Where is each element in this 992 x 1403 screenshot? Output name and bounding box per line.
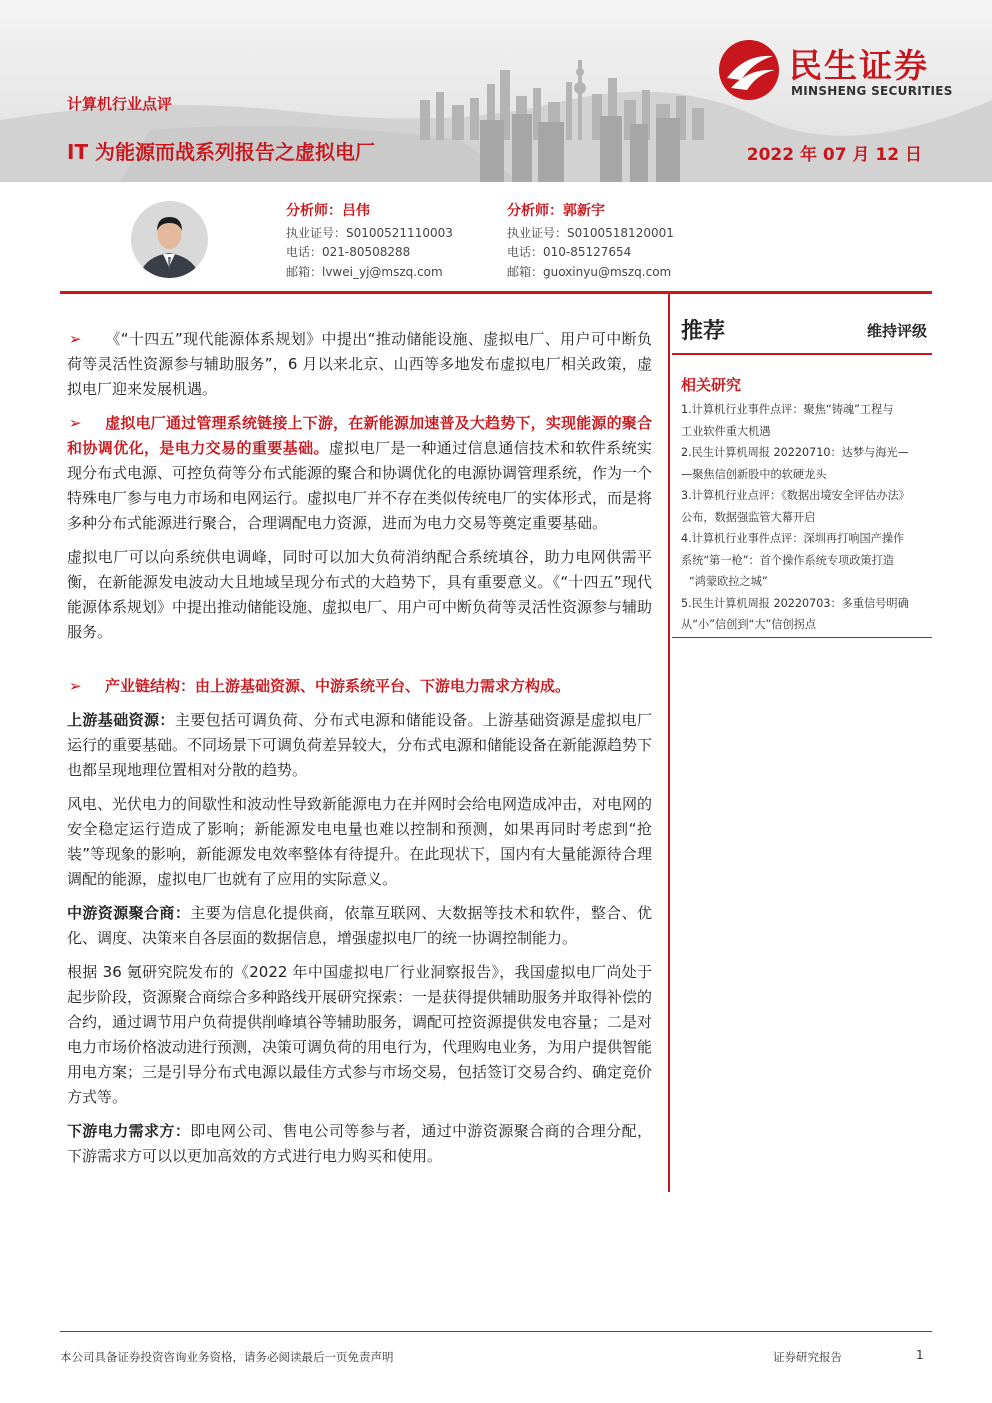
logo-english: MINSHENG SECURITIES xyxy=(791,84,953,98)
related-item[interactable]: 5.民生计算机周报 20220703：多重信号明确 从“小”信创到“大”信创拐点 xyxy=(681,596,909,631)
related-item[interactable]: 2.民生计算机周报 20220710：达梦与海光— —聚焦信创新股中的软硬龙头 xyxy=(681,446,909,481)
paragraph-36kr-report: 根据 36 氪研究院发布的《2022 年中国虚拟电厂行业洞察报告》，我国虚拟电厂尚处于起步阶段，资源聚合商综合多种路线开展研究探索：一是获得提供辅助服务并取得补偿的合约，通过调节用户负荷提供削峰填谷等辅助服务，调配可控资源提供发电容量；二是对电力市场价格波动进行预测，决策可调负荷的用电行为，代理购电业务，为用户提供智能用电方案；三是引导分布式电源以最佳方式参与市场交易，包括签订交易合约、确定竞价方式等。 xyxy=(67,963,653,1106)
report-title: IT 为能源而战系列报告之虚拟电厂 xyxy=(67,140,376,164)
analyst-email[interactable]: 邮箱：lvwei_yj@mszq.com xyxy=(286,264,443,279)
sidebar-bottom-divider xyxy=(672,637,932,638)
bullet-arrow-icon: ➢ xyxy=(69,414,82,432)
minsheng-logo-icon xyxy=(717,38,781,102)
paragraph-upstream: 上游基础资源：主要包括可调负荷、分布式电源和储能设备。上游基础资源是虚拟电厂运行的重要基础。不同场景下可调负荷差异较大，分布式电源和储能设备在新能源趋势下也都呈现地理位置相对分散的趋势。 xyxy=(67,711,653,779)
footer-disclaimer: 本公司具备证券投资咨询业务资格，请务必阅读最后一页免责声明 xyxy=(60,1350,394,1364)
column-divider xyxy=(668,294,670,1192)
paragraph-vpp-intro: ➢ 虚拟电厂通过管理系统链接上下游，在新能源加速普及大趋势下，实现能源的聚合和协调优化，是电力交易的重要基础。虚拟电厂是一种通过信息通信技术和软件系统实现分布式电源、可控负荷等分布式能源的聚合和协调优化的电源协调管理系统，作为一个特殊电厂参与电力市场和电网运行。虚拟电厂并不存在类似传统电厂的实体形式，而是将多种分布式能源进行聚合，合理调配电力资源，进而为电力交易等奠定重要基础。 xyxy=(67,411,652,536)
paragraph-vpp-significance: 虚拟电厂可以向系统供电调峰，同时可以加大负荷消纳配合系统填谷，助力电网供需平衡，在新能源发电波动大且地域呈现分布式的大趋势下，具有重要意义。《“十四五”现代能源体系规划》中提出推动储能设施、虚拟电厂、用户可中断负荷等灵活性资源参与辅助服务。 xyxy=(67,548,653,641)
report-category: 计算机行业点评 xyxy=(67,95,173,113)
highlight-industry-chain: 产业链结构：由上游基础资源、中游系统平台、下游电力需求方构成。 xyxy=(105,677,571,695)
label-downstream: 下游电力需求方： xyxy=(67,1122,191,1140)
rating-box xyxy=(681,314,927,345)
page-number: 1 xyxy=(916,1348,924,1362)
label-midstream: 中游资源聚合商： xyxy=(67,904,191,922)
analyst-name: 分析师：吕伟 xyxy=(286,203,370,219)
analyst-card-lvwei xyxy=(286,202,453,282)
footer-divider xyxy=(60,1331,932,1332)
analyst-phone: 电话：010-85127654 xyxy=(507,245,632,259)
related-item[interactable]: 1.计算机行业事件点评：聚焦“铸魂”工程与 工业软件重大机遇 xyxy=(681,403,894,438)
sidebar-divider xyxy=(672,353,932,355)
related-research-title: 相关研究 xyxy=(681,376,742,394)
analyst-name: 分析师：郭新宇 xyxy=(507,203,605,219)
footer-report-type: 证券研究报告 xyxy=(773,1350,842,1364)
minsheng-logo xyxy=(717,38,967,104)
highlight-vpp-summary: 虚拟电厂通过管理系统链接上下游，在新能源加速普及大趋势下，实现能源的聚合和协调优化，是电力交易的重要基础。 xyxy=(67,414,652,457)
paragraph-midstream: 中游资源聚合商：主要为信息化提供商，依靠互联网、大数据等技术和软件，整合、优化、调度、决策来自各层面的数据信息，增强虚拟电厂的统一协调控制能力。 xyxy=(67,904,652,947)
logo-chinese: 民生证券 xyxy=(789,46,929,85)
related-research-list xyxy=(681,399,931,636)
bullet-arrow-icon: ➢ xyxy=(69,330,82,348)
analyst-license: 执业证号：S0100521110003 xyxy=(286,225,453,240)
analyst-license: 执业证号：S0100518120001 xyxy=(507,225,674,240)
bullet-arrow-icon: ➢ xyxy=(69,677,82,695)
paragraph-industry-chain xyxy=(67,674,652,699)
analyst-phone: 电话：021-80508288 xyxy=(286,245,411,259)
paragraph-downstream: 下游电力需求方：即电网公司、售电公司等参与者，通过中游资源聚合商的合理分配，下游需求方可以以更加高效的方式进行电力购买和使用。 xyxy=(67,1122,652,1165)
rating-value: 推荐 xyxy=(681,319,726,344)
paragraph-renewable-impact: 风电、光伏电力的间歇性和波动性导致新能源电力在并网时会给电网造成冲击，对电网的安全稳定运行造成了影响；新能源发电电量也难以控制和预测，如果再同时考虑到“抢装”等现象的影响，新能源发电效率整体有待提升。在此现状下，国内有大量能源待合理调配的能源，虚拟电厂也就有了应用的实际意义。 xyxy=(67,795,653,888)
related-item[interactable]: 4.计算机行业事件点评：深圳再打响国产操作 系统“第一枪”：首个操作系统专项政策打造 “鸿蒙欧拉之城” xyxy=(681,532,905,588)
related-item[interactable]: 3.计算机行业点评：《数据出境安全评估办法》 公布，数据强监管大幕开启 xyxy=(681,489,910,524)
label-upstream: 上游基础资源： xyxy=(67,711,175,729)
header-divider xyxy=(60,291,932,294)
analyst-card-guoxinyu xyxy=(507,202,674,282)
report-date: 2022 年 07 月 12 日 xyxy=(746,145,922,165)
analyst-email[interactable]: 邮箱：guoxinyu@mszq.com xyxy=(507,264,672,279)
analyst-photo xyxy=(131,201,208,278)
rating-note: 维持评级 xyxy=(866,322,927,340)
paragraph-policy: ➢ 《“十四五”现代能源体系规划》中提出“推动储能设施、虚拟电厂、用户可中断负荷等灵活性资源参与辅助服务”，6 月以来北京、山西等多地发布虚拟电厂相关政策，虚拟电厂迎来发展机遇。 xyxy=(67,327,652,402)
main-content xyxy=(67,327,652,1178)
